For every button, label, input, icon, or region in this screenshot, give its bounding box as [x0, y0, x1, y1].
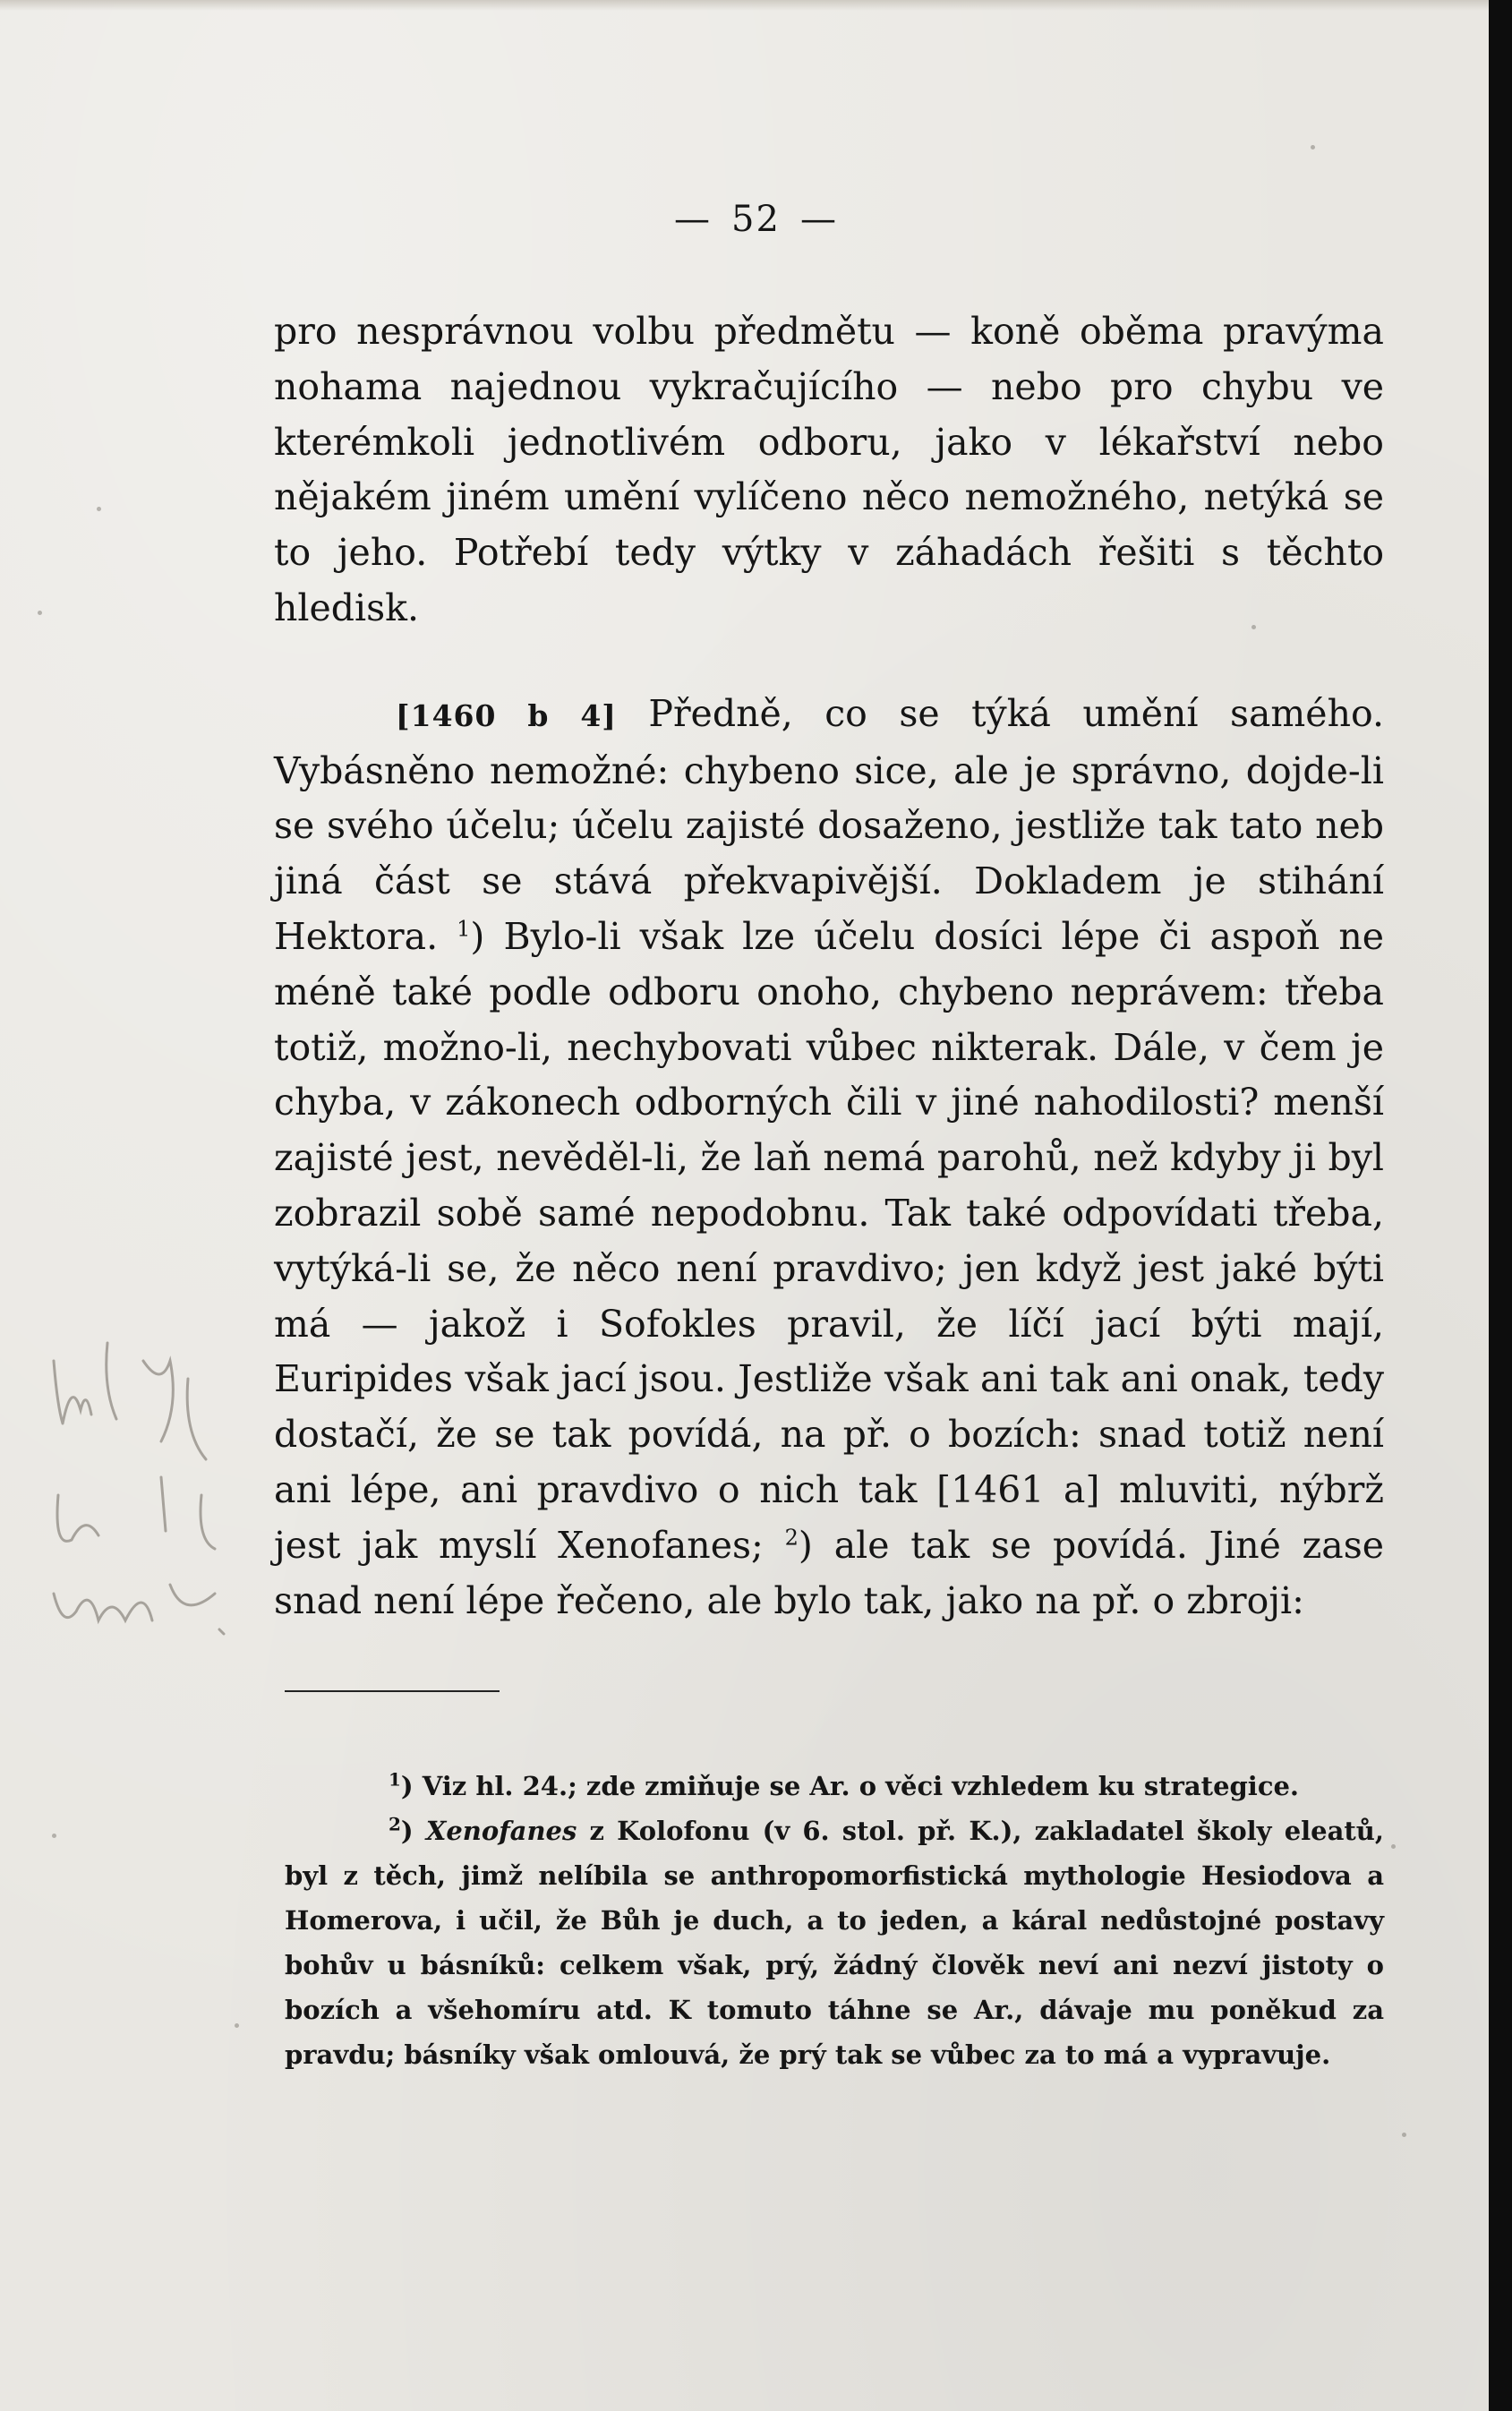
footnote-mark-2: 2	[784, 1525, 799, 1551]
page-number: — 52 —	[674, 199, 838, 240]
footnote-mark-1: 1	[457, 916, 471, 942]
scan-edge-right	[1489, 0, 1512, 2411]
scan-edge-top	[0, 0, 1512, 11]
main-text	[274, 304, 1384, 1629]
footnote-2-name: Xenofanes	[425, 1816, 577, 1846]
footnote-1: $^1$) Viz hl. 24.; zde zmiňuje se Ar. o věci vzhledem ku strategice.	[389, 1768, 1300, 1801]
paragraph-1: pro nesprávnou volbu předmětu — koně oběma pravýma nohama najednou vykračujícího — nebo pro chybu ve kterémkoli jednotlivém odboru, jako v lékařství nebo nějakém jiném umění vylíčeno něco nemožného, netýká se to jeho. Potřebí tedy výtky v záhadách řešiti s těchto hledisk.	[274, 310, 1384, 629]
footnotes	[285, 1764, 1384, 2077]
handwritten-marginalia	[36, 1325, 242, 1665]
footnote-divider	[285, 1690, 500, 1692]
footnote-2: $^2$) Xenofanes z Kolofonu (v 6. stol. př. K.), zakladatel školy eleatů, byl z těch, jimž nelíbila se anthropomorfistická mythologie Hesiodova a Homerova, i učil, že Bůh je duch, a to jeden, a káral nedůstojné postavy bohův u básníků: celkem však, prý, žádný člověk neví ani nezví jistoty o bozích a všehomíru atd. K tomuto táhne se Ar., dávaje mu poněkud za pravdu; básníky však omlouvá, že prý tak se vůbec za to má a vypravuje.	[285, 1813, 1384, 2070]
paragraph-2: [1460 b 4] Předně, co se týká umění samého. Vybásněno nemožné: chybeno sice, ale je správno, dojde-li se svého účelu; účelu zajisté dosaženo, jestliže tak tato neb jiná část se stává překvapivější. Dokladem je stihání Hektora. $^1$) Bylo-li však lze účelu dosíci lépe či aspoň ne méně také podle odboru onoho, chybeno neprávem: třeba totiž, možno-li, nechybovati vůbec nikterak. Dále, v čem je chyba, v zákonech odborných čili v jiné nahodilosti? menší zajisté jest, nevěděl-li, že laň nemá parohů, než kdyby ji byl zobrazil sobě samé nepodobnu. Tak také odpovídati třeba, vytýká-li se, že něco není pravdivo; jen když jest jaké býti má — jakož i Sofokles pravil, že líčí jací býti mají, Euripides však jací jsou. Jestliže však ani tak ani onak, tedy dostačí, že se tak povídá, na př. o bozích: snad totiž není ani lépe, ani pravdivo o nich tak [1461 a] mluviti, nýbrž jest jak myslí Xenofanes; $^2$) ale tak se povídá. Jiné zase snad není lépe řečeno, ale bylo tak, jako na př. o zbroji:	[274, 691, 1384, 1622]
page-number-value: 52	[731, 199, 781, 240]
bekker-reference: [1460 b 4]	[396, 697, 617, 733]
